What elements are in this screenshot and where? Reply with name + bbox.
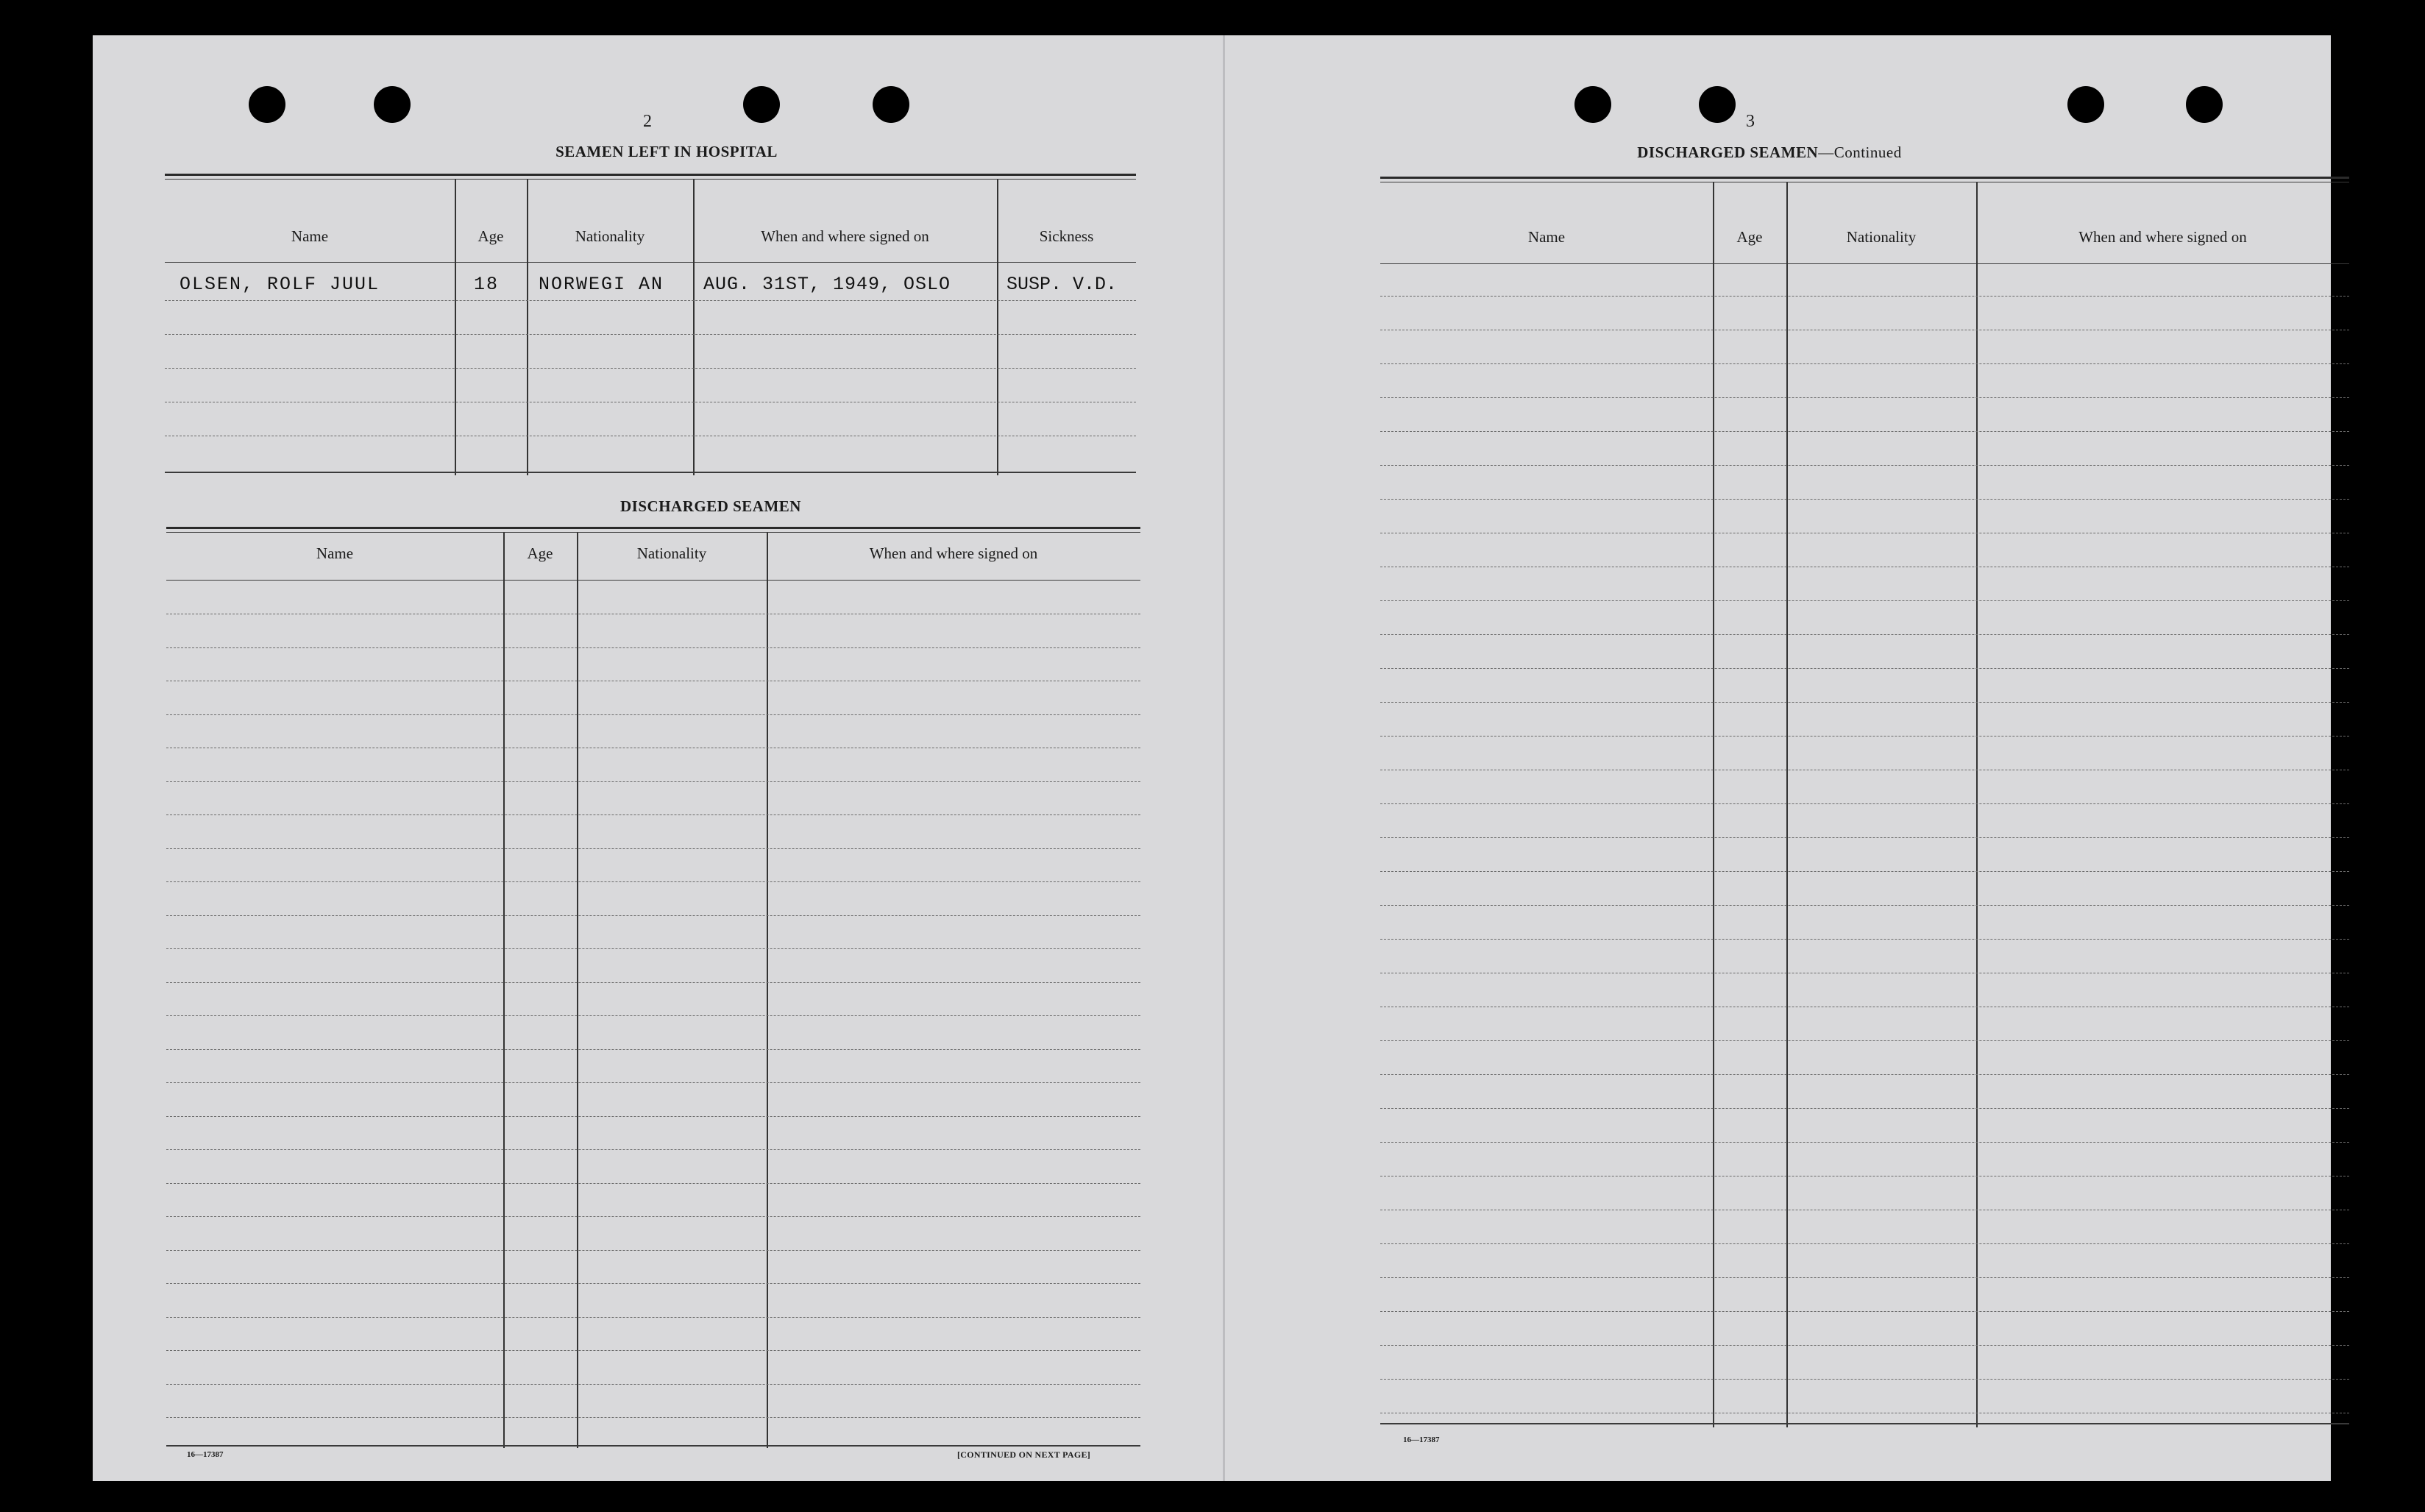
title-continued: —Continued — [1818, 143, 1902, 161]
page-number: 2 — [643, 112, 652, 131]
column-header-name: Name — [291, 227, 329, 245]
ruled-line — [166, 1116, 1140, 1117]
seaman-name: OLSEN, ROLF JUUL — [180, 274, 380, 295]
hospital-section-title: SEAMEN LEFT IN HOSPITAL — [555, 143, 778, 160]
ruled-line — [1380, 871, 2349, 872]
ruled-line — [1380, 905, 2349, 906]
ruled-line — [166, 1417, 1140, 1418]
column-header-signed-on: When and where signed on — [2078, 228, 2247, 246]
column-header-age: Age — [1736, 228, 1763, 246]
page-number: 3 — [1746, 112, 1755, 131]
hospital-table — [165, 174, 1136, 475]
continued-note: [CONTINUED ON NEXT PAGE] — [957, 1449, 1091, 1460]
ruled-line — [166, 881, 1140, 882]
ruled-line — [1380, 1108, 2349, 1109]
ruled-line — [1380, 363, 2349, 364]
ruled-line — [166, 1350, 1140, 1351]
ruled-line — [1380, 1074, 2349, 1075]
discharged-continued-table — [1380, 177, 2349, 1427]
ruled-line — [166, 1049, 1140, 1050]
ruled-line — [166, 1384, 1140, 1385]
ruled-line — [1380, 837, 2349, 838]
ruled-line — [166, 1149, 1140, 1150]
ruled-line — [166, 781, 1140, 782]
ruled-line — [1380, 803, 2349, 804]
ruled-line — [1380, 1311, 2349, 1312]
ruled-line — [166, 948, 1140, 949]
ruled-line — [166, 1283, 1140, 1284]
ruled-line — [1380, 465, 2349, 466]
ruled-line — [166, 982, 1140, 983]
form-number: 16—17387 — [1403, 1435, 1440, 1444]
ruled-line — [166, 1250, 1140, 1251]
discharged-table — [166, 527, 1140, 1448]
column-header-nationality: Nationality — [1846, 228, 1917, 246]
ruled-line — [1380, 600, 2349, 601]
scanned-document — [93, 35, 2331, 1481]
column-header-signed-on: When and where signed on — [761, 227, 929, 245]
column-header-sickness: Sickness — [1039, 227, 1094, 245]
ruled-line — [166, 814, 1140, 815]
column-header-nationality: Nationality — [636, 544, 707, 562]
column-header-age: Age — [527, 544, 553, 562]
ruled-line — [166, 1317, 1140, 1318]
ruled-line — [1380, 702, 2349, 703]
ruled-line — [1380, 1243, 2349, 1244]
ruled-line — [1380, 1345, 2349, 1346]
column-header-age: Age — [477, 227, 504, 245]
ruled-line — [1380, 1142, 2349, 1143]
ruled-line — [1380, 1277, 2349, 1278]
discharged-continued-title — [1556, 143, 1983, 162]
ruled-line — [1380, 634, 2349, 635]
ruled-line — [166, 647, 1140, 648]
seaman-nationality: NORWEGI AN — [539, 274, 664, 295]
right-page — [1225, 35, 2331, 1481]
ruled-line — [1380, 736, 2349, 737]
ruled-line — [1380, 431, 2349, 432]
form-number: 16—17387 — [187, 1450, 224, 1459]
column-header-signed-on: When and where signed on — [869, 544, 1038, 562]
ruled-line — [166, 848, 1140, 849]
left-page — [93, 35, 1223, 1481]
ruled-line — [166, 1216, 1140, 1217]
title-main: DISCHARGED SEAMEN — [1637, 143, 1819, 161]
column-header-nationality: Nationality — [575, 227, 645, 245]
ruled-line — [166, 1082, 1140, 1083]
discharged-section-title: DISCHARGED SEAMEN — [620, 497, 801, 515]
ruled-line — [166, 1015, 1140, 1016]
ruled-line — [1380, 668, 2349, 669]
ruled-line — [1380, 1040, 2349, 1041]
seaman-sickness: SUSP. V.D. — [1006, 274, 1118, 295]
ruled-line — [1380, 939, 2349, 940]
ruled-line — [166, 714, 1140, 715]
ruled-line — [1380, 499, 2349, 500]
ruled-line — [1380, 1379, 2349, 1380]
ruled-line — [1380, 397, 2349, 398]
ruled-line — [1380, 296, 2349, 297]
ruled-line — [166, 915, 1140, 916]
seaman-age: 18 — [474, 274, 500, 295]
ruled-line — [166, 1183, 1140, 1184]
column-header-name: Name — [316, 544, 354, 562]
seaman-signed-on: AUG. 31ST, 1949, OSLO — [703, 274, 951, 295]
column-header-name: Name — [1527, 228, 1566, 246]
